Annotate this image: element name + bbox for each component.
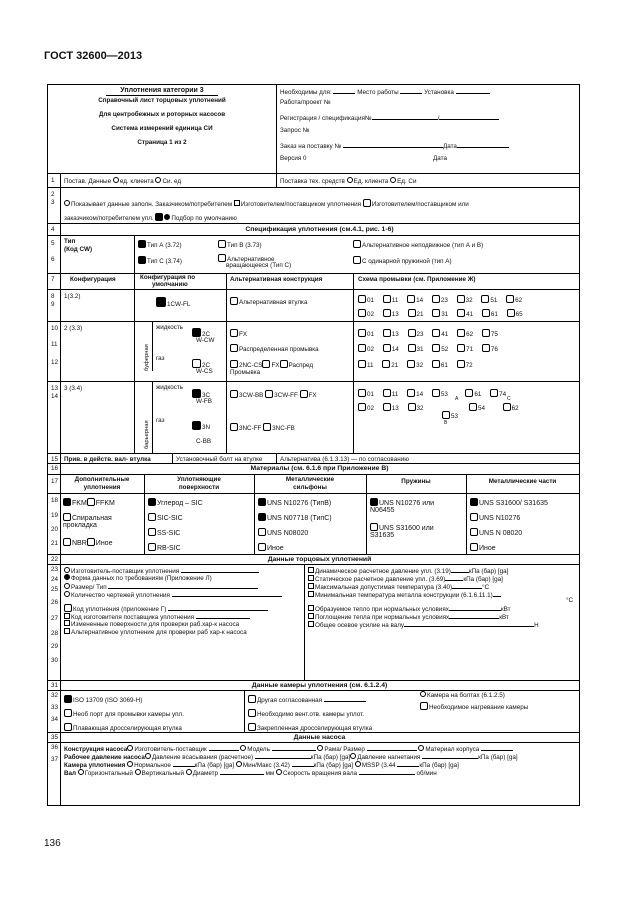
seal-mfr[interactable]: Изготовитель-поставщик уплотнения: [64, 566, 259, 575]
type-c[interactable]: Тип С (3.74): [138, 256, 182, 265]
flush-b-row3[interactable]: 11 21 32 61 72: [358, 360, 473, 369]
met-n08020[interactable]: UNS N 08020: [470, 528, 522, 538]
title-page: Страница 1 из 2: [137, 139, 187, 146]
pump-design[interactable]: Конструкция насоса Изготовитель-поставщик Модель Рама/ Размер Материал корпуса: [64, 744, 513, 753]
info-needed: Необходимы для:: [280, 89, 332, 96]
materials-heading: Материалы (см. 6.1.6 при Приложение В): [250, 465, 389, 472]
spr-n10276[interactable]: UNS N10276 или: [370, 498, 434, 508]
seal-drawings[interactable]: Количество чертежей уплотнения: [64, 590, 282, 599]
row1-left: Постав. Данные ед. клиента Си. ед: [64, 178, 182, 185]
row1-right: Поставка тех. средств Ед. клиента Ед. Си: [280, 178, 417, 185]
mat-carbon[interactable]: Углерод – SIC: [148, 498, 203, 508]
bel-b[interactable]: UNS N10276 (ТипВ): [258, 498, 331, 508]
info-date1: Дата: [442, 143, 457, 150]
title-sheet: Справочный лист торцовых уплотнений: [98, 97, 226, 104]
bel-c[interactable]: UNS N07718 (ТипС): [258, 513, 332, 523]
bel-other[interactable]: Иное: [258, 543, 284, 553]
alt-distr[interactable]: Распределенная промывка: [230, 344, 319, 353]
seal-size[interactable]: Размер/ Тип: [64, 582, 258, 591]
chamber-float[interactable]: Плавающая дросселирующая втулка: [64, 723, 182, 732]
spr-s31600[interactable]: UNS S31600 или: [370, 523, 434, 533]
info-order: Заказ на поставку №: [280, 143, 342, 150]
alt-3cw[interactable]: 3CW-BB 3CW-FF FX: [230, 390, 317, 399]
config-1cw-fl[interactable]: 1CW-FL: [156, 297, 190, 308]
title-units: Система измерений единица СИ: [111, 125, 213, 132]
config-2c-cs[interactable]: 2C: [192, 359, 210, 369]
type-a[interactable]: Тип А (3.72): [138, 240, 182, 249]
chamber-other[interactable]: Другая согласованная: [248, 695, 366, 704]
chamber-heading: Данные камеры уплотнения (см. 6.1.2.4): [251, 682, 388, 689]
chamber-iso[interactable]: ISO 13709 (ISO 3069-H): [64, 695, 142, 704]
pump-work-press[interactable]: Рабочее давление насоса Давление всасывания (расчетное) кПа (бар) [ga] Давление нагнетания кПа (бар) [ga]: [64, 754, 518, 761]
info-reg-line: Регистрация / спецификация№ /: [280, 113, 499, 122]
flush-row2[interactable]: 02 13 21 31 41 61 65: [358, 309, 523, 318]
type-alt-fixed[interactable]: Альтернативное неподвижное (тип А и В): [353, 240, 483, 249]
alt-3nc[interactable]: 3NC-FF 3NC-FB: [230, 423, 295, 432]
seal-min-temp[interactable]: Минимальная температура металла конструкции (6.1.6.11.1): [308, 590, 501, 599]
chamber-port[interactable]: Необ порт для промывки камеры упл.: [64, 709, 184, 718]
mat-rbsic[interactable]: RB-SIC: [148, 543, 181, 553]
seal-alt[interactable]: Альтернативное уплотнение для проверки раб хар-к насоса: [64, 628, 247, 636]
seal-data-heading: Данные торцовых уплотнений: [267, 556, 372, 563]
mat-sssic[interactable]: SS-SIC: [148, 528, 180, 538]
seal-dyn-press[interactable]: Динамическое расчетное давление упл. (3.19) кПа (бар) [ga]: [308, 566, 508, 575]
met-s31600[interactable]: UNS S31600/ S31635: [470, 498, 548, 508]
mat-fkm[interactable]: FKM FFKM: [63, 498, 115, 508]
seal-changed[interactable]: Измененные поверхности для проверки раб.хар-к насоса: [64, 620, 239, 628]
config-3c[interactable]: 3C: [192, 389, 210, 399]
flush-c-row2[interactable]: 02 13 32 54 62: [358, 403, 519, 412]
seal-heat-gen[interactable]: Образуемое тепло при нормальных условиях кВт: [308, 604, 511, 613]
seal-stat-press[interactable]: Статическое расчетное давление упл. (3.69) кПа (бар) [ga]: [308, 574, 503, 583]
mat-spiral[interactable]: Спиральная: [63, 513, 112, 523]
flush-c-row1[interactable]: 01 11 14 53 61 74: [358, 389, 506, 398]
type-label: Тип: [64, 238, 76, 245]
alt-2nc[interactable]: 2NC-CS FX Распред: [230, 360, 313, 369]
spec-heading: Спецификация уплотнения (см.4.1, рис. 1-6): [245, 226, 394, 233]
info-place: Место работы: [357, 89, 399, 96]
seal-max-temp[interactable]: Максимальная допустимая температура (3.40) °С: [308, 582, 489, 591]
chamber-heat[interactable]: Необходимое нагревание камеры: [420, 702, 528, 711]
info-install: Установка: [424, 89, 454, 96]
config-2c-cw[interactable]: 2C: [192, 328, 210, 338]
flush-c-53b[interactable]: 53: [442, 411, 458, 420]
info-date2: Дата: [433, 155, 447, 162]
seal-axial[interactable]: Общее осевое усилие на валу Н: [308, 620, 539, 629]
mat-sicsic[interactable]: SIC-SIC: [148, 513, 183, 523]
seal-mfr-code[interactable]: Код изготовителя поставщика уплотнения: [64, 612, 250, 621]
title-category: Уплотнения категории 3: [120, 87, 204, 94]
legend-line: Показывает данные заполн. Заказчиком/потребителем Изготовителем/поставщиком уплотнения Изготовителем/поставщиком или: [64, 199, 469, 208]
info-reg: Регистрация / спецификация№: [280, 115, 372, 122]
pump-heading: Данные насоса: [293, 734, 346, 741]
info-order-line: [280, 141, 509, 150]
seal-heat-abs[interactable]: Поглощение тепла при нормальных условиях кВт: [308, 612, 509, 621]
pump-shaft[interactable]: Вал Горизонтальный Вертикальный Диаметр мм Скорость вращения вала об/мин: [64, 770, 437, 777]
page-number: 136: [44, 838, 61, 849]
seal-code[interactable]: Код уплотнения (приложение Г): [64, 604, 268, 613]
pump-chamber[interactable]: Камера уплотнения Нормальное кПа (бар) [ga] Мин/Макс (3.42) кПа (бар) [ga] MSSP (3.44 кПа (бар) [ga]: [64, 762, 459, 769]
alt-fx[interactable]: FX: [230, 329, 247, 338]
info-needed-line: [280, 87, 490, 96]
type-code: (Код CW): [64, 246, 93, 253]
met-n10276[interactable]: UNS N10276: [470, 513, 520, 523]
alt-sleeve[interactable]: Альтернативная втулка: [230, 297, 307, 306]
info-version: Версия 0: [280, 155, 307, 162]
flush-row1[interactable]: 01 11 14 23 32 51 62: [358, 295, 522, 304]
document-header: ГОСТ 32600—2013: [44, 50, 143, 62]
chamber-fixed[interactable]: Закрепленная дросселирующая втулка: [248, 723, 372, 732]
type-b[interactable]: Тип В (3.73): [218, 240, 262, 249]
info-work: Работа/проект №: [280, 99, 331, 106]
legend-line2: заказчиком/потребителем упл. Подбор по умолчанию: [64, 215, 237, 222]
info-request: Запрос №: [280, 127, 310, 134]
type-alt-rot[interactable]: Альтернативное: [218, 254, 275, 263]
config-3n[interactable]: 3N: [192, 421, 210, 431]
title-pumps: Для центробежных и роторных насосов: [98, 111, 226, 118]
chamber-vent[interactable]: Необходимо вент.отв. камеры уплот.: [248, 709, 364, 718]
mat-nbr[interactable]: NBR Иное: [63, 538, 112, 548]
flush-b-row2[interactable]: 02 14 31 52 71 76: [358, 344, 498, 353]
type-spring[interactable]: С одинарной пружиной (тип А): [353, 256, 452, 265]
seal-form[interactable]: Форма данных по требованиям (Приложение Л): [64, 574, 212, 582]
bel-n08020[interactable]: UNS N08020: [258, 528, 308, 538]
flush-b-row1[interactable]: 01 13 23 41 62 75: [358, 329, 498, 338]
chamber-bolted[interactable]: Камера на болтах (6.1.2.5): [420, 691, 505, 699]
data-sheet-form: Уплотнения категории 3 Справочный лист торцовых уплотнений Для центробежных и роторных насосов Система измерений единица СИ Страница 1 из 2 Необходимы для: Место работы Установка Работа/проект № Регистрация / спецификация№ / Запрос № Заказ на поставку № Дата Версия 0 Дата 1 Постав. Данные ед. клиента Си. ед Поставка тех. средств Ед. клиента Ед. Си 2 3 Показывает данные заполн. Заказчиком/потребителем Изготовителем/поставщиком уплотнения Изготовителем/поставщиком или заказчиком/потребителем упл. Подбор по умолчанию 4 Спецификация уплотнения (см.4.1, рис. 1-6) 5 6 Тип (Код CW) Тип А (3.72) Тип В (3.73) Альтернативное неподвижное (тип А и В) Тип С (3.74) Альтернативное вращающееся (Тип С) С одинарной пружиной (тип А) 7 Конфигурация Конфигурация по умолчанию Альтернативная конструкция Схема промывки (см. Приложение Ж) 8 9 1(3.2) 1CW-FL Альтернативная втулка 01 11 14 23 32 51 62 02 13 21 31 41 61 65 10 11 12 2 (3.3) буферная жидкость газ 2C W-CW 2C W-CS FX Распределенная промывка 2NC-CS FX Распред Промывка 01 13 23 41 62 75 02 14 31 52 71 76 11 21 32 61 72 13 14 3 (3.4) барьерная жидкость газ 3C W-FB 3N C-BB 3CW-BB 3CW-FF FX 3NC-FF 3NC-FB 01 11 14 53 61 74 A C 02 13 32 54 62 53 B 15 Прив. в действ. вал- втулка Установочный болт на втулке Альтернатива (6.1.3.13) — по согласованию 16 Материалы (см. 6.1.6 при Приложение В) 17 Дополнительные уплотнения Уплотняющие поверхности Металлические сильфоны Пружины Металлические части 18 19 20 21 FKM FFKM Спиральная прокладка NBR Иное Углерод – SIC SIC-SIC SS-SIC RB-SIC UNS N10276 (ТипВ) UNS N07718 (ТипС) UNS N08020 Иное UNS N10276 или N06455 UNS S31600 или S31635 UNS S31600/ S31635 UNS N10276 UNS N 08020 Иное 22 Данные торцовых уплотнений 23 24 25 26 27 28 29 30 Изготовитель-поставщик уплотнения Форма данных по требованиям (Приложение Л) Размер/ Тип Количество чертежей уплотнения Код уплотнения (приложение Г) Код изготовителя поставщика уплотнения Измененные поверхности для проверки раб.хар-к насоса Альтернативное уплотнение для проверки раб хар-к насоса Динамическое расчетное давление упл. (3.19) кПа (бар) [ga] Статическое расчетное давление упл. (3.69) кПа (бар) [ga] Максимальная допустимая температура (3.40) °С Минимальная температура металла конструкции (6.1.6.11.1) °С Образуемое тепло при нормальных условиях кВт Поглощение тепла при нормальных условиях кВт Общее осевое усилие на валу Н 31 Данные камеры уплотнения (см. 6.1.2.4) 32 33 34 ISO 13709 (ISO 3069-H) Необ порт для промывки камеры упл. Плавающая дросселирующая втулка Другая согласованная Необходимо вент.отв. камеры уплот. Закрепленная дросселирующая втулка Камера на болтах (6.1.2.5) Необходимое нагревание камеры 35 Данные насоса 36 37 Конструкция насоса Изготовитель-поставщик Модель Рама/ Размер Материал корпуса Рабочее давление насоса Давление всасывания (расчетное) кПа (бар) [ga] Давление нагнетания кПа (бар) [ga] Камера уплотнения Нормальное кПа (бар) [ga] Мин/Макс (3.42) кПа (бар) [ga] MSSP (3.44 кПа (бар) [ga] Вал Горизонтальный Вертикальный Диаметр мм Скорость вращения вала об/мин: [47, 84, 580, 806]
met-other[interactable]: Иное: [470, 543, 496, 553]
